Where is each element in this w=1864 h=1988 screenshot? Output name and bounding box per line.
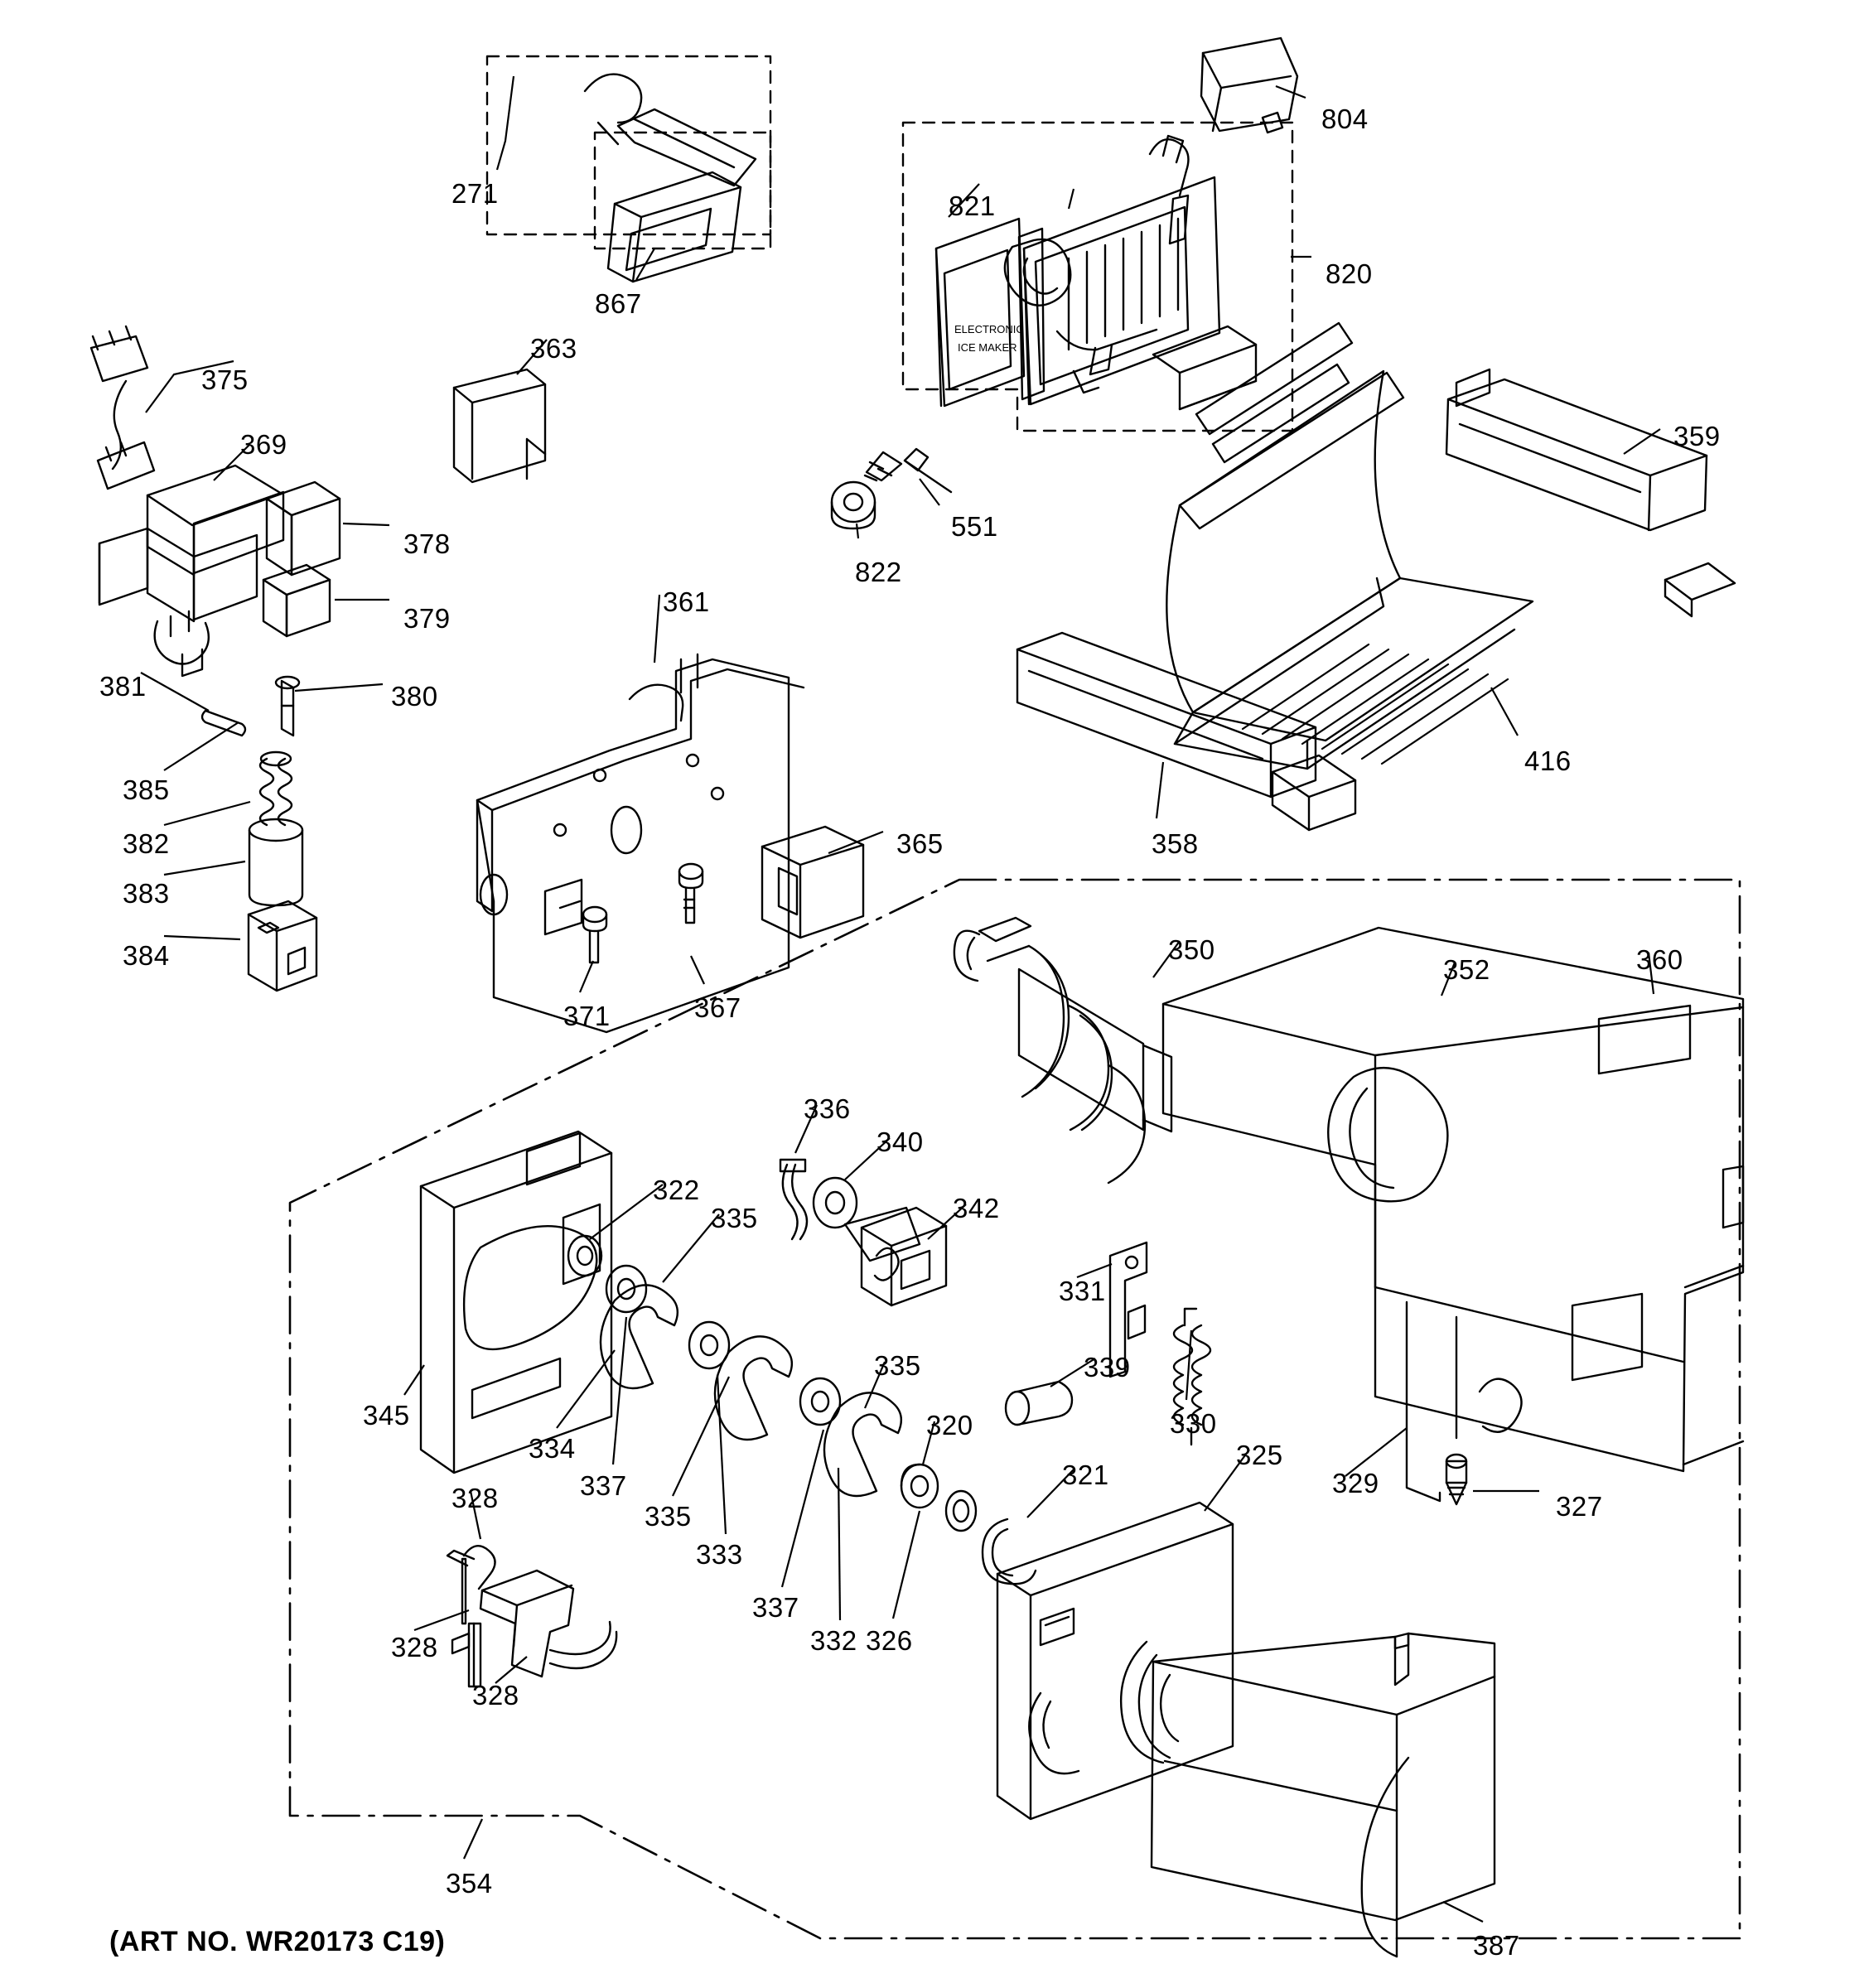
callout-336: 336 [804,1093,851,1124]
callout-361: 361 [663,586,710,617]
svg-text:ELECTRONIC: ELECTRONIC [954,323,1024,335]
callout-322: 322 [653,1175,700,1205]
callout-340: 340 [876,1127,924,1157]
callout-328-c: 328 [472,1680,519,1711]
callout-383: 383 [123,878,170,909]
callout-821: 821 [949,191,996,221]
callout-325: 325 [1236,1440,1283,1470]
callout-335-a: 335 [711,1203,758,1233]
callout-328-a: 328 [452,1483,499,1513]
callout-384: 384 [123,940,170,971]
callout-352: 352 [1443,954,1490,985]
callout-334: 334 [529,1433,576,1464]
art-number-label: (ART NO. WR20173 C19) [109,1926,446,1957]
callout-350: 350 [1168,934,1215,965]
callout-345: 345 [363,1400,410,1431]
callout-360: 360 [1636,944,1683,975]
callout-330: 330 [1170,1408,1217,1439]
callout-331: 331 [1059,1276,1106,1306]
callout-321: 321 [1062,1460,1109,1490]
callout-328-b: 328 [391,1632,438,1662]
callout-385: 385 [123,774,170,805]
callout-335-c: 335 [874,1350,921,1381]
callout-358: 358 [1152,828,1199,859]
callout-359: 359 [1673,421,1721,451]
callout-804: 804 [1321,104,1369,134]
callout-335-b: 335 [645,1501,692,1532]
callout-327: 327 [1556,1491,1603,1522]
callout-363: 363 [530,333,577,364]
callout-416: 416 [1524,746,1572,776]
callout-337-a: 337 [580,1470,627,1501]
callout-320: 320 [926,1410,973,1440]
callout-820: 820 [1326,258,1373,289]
callout-381: 381 [99,671,147,702]
callout-365: 365 [896,828,944,859]
callout-369: 369 [240,429,287,460]
callout-375: 375 [201,364,249,395]
callout-382: 382 [123,828,170,859]
callout-271: 271 [452,178,499,209]
callout-380: 380 [391,681,438,712]
callout-329: 329 [1332,1468,1379,1498]
callout-551: 551 [951,511,998,542]
callout-379: 379 [403,603,451,634]
callout-342: 342 [953,1193,1000,1223]
callout-867: 867 [595,288,642,319]
callout-354: 354 [446,1868,493,1899]
svg-text:ICE MAKER: ICE MAKER [958,341,1017,354]
callout-333: 333 [696,1539,743,1570]
callout-822: 822 [855,557,902,587]
callout-337-b: 337 [752,1592,799,1623]
callout-332: 332 [810,1625,857,1656]
callout-367: 367 [694,992,741,1023]
callout-339: 339 [1084,1352,1131,1382]
callout-371: 371 [563,1001,611,1031]
callout-326: 326 [866,1625,913,1656]
callout-378: 378 [403,528,451,559]
callout-387: 387 [1473,1930,1520,1961]
